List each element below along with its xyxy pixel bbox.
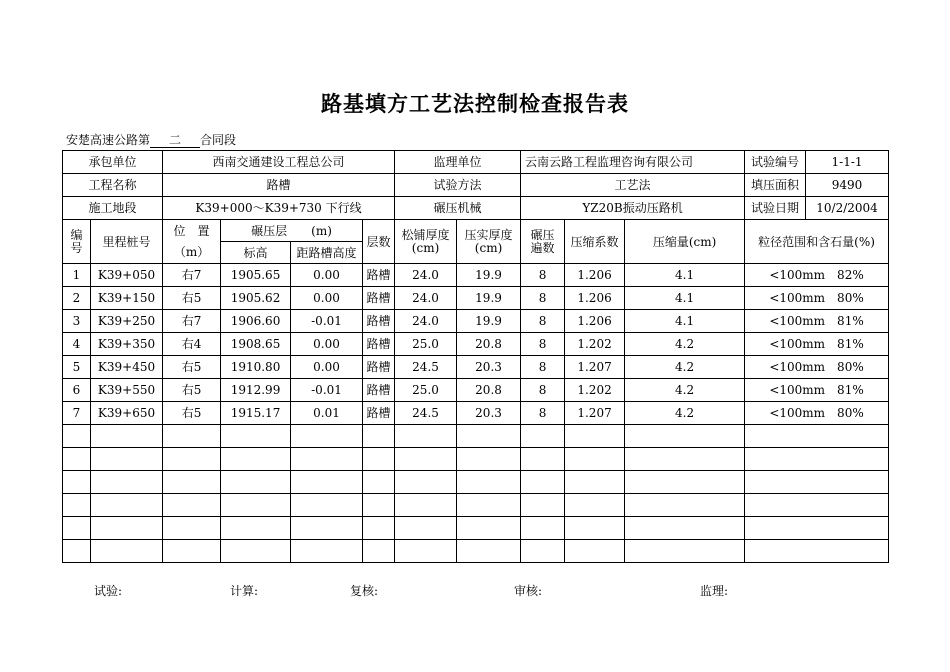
col-compacted-header [457, 220, 521, 264]
table-row [63, 379, 889, 402]
row-position: 右7 [163, 310, 221, 333]
empty-cell [521, 517, 565, 540]
row-elevation: 1906.60 [221, 310, 291, 333]
fill-area-value: 9490 [831, 178, 863, 192]
row-position: 右5 [163, 379, 221, 402]
empty-cell [163, 448, 221, 471]
signature-footer [0, 582, 950, 598]
empty-cell [91, 540, 163, 563]
test-date-label: 试验日期 [745, 197, 806, 219]
col-grain-header: 粒径范围和含石量(%) [745, 220, 889, 264]
contractor-label: 承包单位 [63, 151, 163, 174]
empty-cell [63, 471, 91, 494]
col-amount-header: 压缩量(cm) [625, 220, 745, 264]
row-station: K39+250 [91, 310, 163, 333]
row-passes: 8 [521, 287, 565, 310]
empty-cell [395, 517, 457, 540]
empty-cell [91, 517, 163, 540]
table-row [63, 264, 889, 287]
empty-cell [363, 494, 395, 517]
site-value: K39+000～K39+730 下行线 [163, 197, 395, 220]
col-loose-text: 松铺厚度 [401, 227, 450, 242]
row-position: 右5 [163, 356, 221, 379]
row-passes: 8 [521, 264, 565, 287]
project-name-label: 工程名称 [63, 174, 163, 197]
col-elevation-header: 标高 [221, 242, 291, 264]
row-amount: 4.2 [625, 356, 745, 379]
subtitle-prefix: 安楚高速公路第 [66, 133, 151, 147]
empty-cell [745, 517, 889, 540]
row-amount: 4.1 [625, 287, 745, 310]
row-station: K39+550 [91, 379, 163, 402]
row-elevation: 1905.62 [221, 287, 291, 310]
row-number: 4 [63, 333, 91, 356]
row-layer: 路槽 [363, 287, 395, 310]
row-loose-thickness: 24.0 [395, 264, 457, 287]
col-coef-header: 压缩系数 [565, 220, 625, 264]
test-number-label: 试验编号 [745, 151, 806, 173]
row-station: K39+650 [91, 402, 163, 425]
supervisor-label: 监理单位 [395, 151, 521, 174]
col-distance-header: 距路槽高度 [291, 242, 363, 264]
roller-label: 碾压机械 [395, 197, 521, 220]
table-row [63, 333, 889, 356]
row-compacted-thickness: 19.9 [457, 310, 521, 333]
empty-cell [521, 540, 565, 563]
row-distance: -0.01 [291, 310, 363, 333]
roller-value: YZ20B振动压路机 [521, 197, 745, 220]
row-loose-thickness: 24.5 [395, 402, 457, 425]
empty-cell [745, 425, 889, 448]
col-loose-unit: (cm) [411, 240, 440, 255]
empty-cell [363, 540, 395, 563]
col-passes-header [521, 220, 565, 264]
col-count-header: 层数 [363, 220, 395, 264]
row-layer: 路槽 [363, 356, 395, 379]
empty-cell [163, 425, 221, 448]
col-position-unit: （m） [163, 242, 221, 264]
empty-cell [625, 517, 745, 540]
empty-cell [91, 425, 163, 448]
footer-review: 复核: [350, 584, 379, 598]
row-amount: 4.1 [625, 310, 745, 333]
row-distance: -0.01 [291, 379, 363, 402]
column-header-row-1 [63, 220, 889, 242]
test-number-cell [745, 151, 889, 174]
col-compacted-unit: (cm) [474, 240, 503, 255]
row-station: K39+050 [91, 264, 163, 287]
test-method-value: 工艺法 [521, 174, 745, 197]
footer-supervise: 监理: [700, 584, 729, 598]
row-grain: <100mm 82% [745, 264, 889, 287]
empty-cell [625, 471, 745, 494]
row-layer: 路槽 [363, 402, 395, 425]
row-coefficient: 1.207 [565, 356, 625, 379]
empty-cell [565, 494, 625, 517]
info-row-contractor [63, 151, 889, 174]
row-coefficient: 1.206 [565, 287, 625, 310]
row-coefficient: 1.202 [565, 333, 625, 356]
empty-cell [221, 471, 291, 494]
col-loose-header [395, 220, 457, 264]
row-grain: <100mm 80% [745, 287, 889, 310]
row-number: 5 [63, 356, 91, 379]
row-station: K39+350 [91, 333, 163, 356]
row-distance: 0.00 [291, 287, 363, 310]
empty-cell [521, 448, 565, 471]
fill-area-label: 填压面积 [745, 174, 806, 196]
empty-cell [565, 540, 625, 563]
row-passes: 8 [521, 356, 565, 379]
row-compacted-thickness: 20.3 [457, 402, 521, 425]
empty-cell [91, 448, 163, 471]
empty-cell [221, 494, 291, 517]
empty-cell [63, 517, 91, 540]
empty-cell [91, 471, 163, 494]
row-distance: 0.01 [291, 402, 363, 425]
empty-row [63, 517, 889, 540]
empty-cell [91, 494, 163, 517]
row-elevation: 1912.99 [221, 379, 291, 402]
empty-cell [625, 448, 745, 471]
row-loose-thickness: 25.0 [395, 379, 457, 402]
table-row [63, 310, 889, 333]
empty-cell [291, 540, 363, 563]
row-passes: 8 [521, 379, 565, 402]
col-number-text: 编号 [70, 227, 83, 255]
empty-cell [745, 471, 889, 494]
empty-cell [291, 448, 363, 471]
subtitle-suffix: 合同段 [200, 133, 237, 147]
empty-cell [745, 448, 889, 471]
supervisor-value: 云南云路工程监理咨询有限公司 [521, 151, 745, 174]
row-distance: 0.00 [291, 264, 363, 287]
empty-cell [221, 540, 291, 563]
empty-cell [363, 425, 395, 448]
test-method-label: 试验方法 [395, 174, 521, 197]
empty-cell [291, 471, 363, 494]
row-grain: <100mm 81% [745, 333, 889, 356]
fill-area-cell [745, 174, 889, 197]
empty-cell [457, 448, 521, 471]
empty-cell [291, 425, 363, 448]
row-amount: 4.2 [625, 402, 745, 425]
row-grain: <100mm 80% [745, 356, 889, 379]
empty-cell [291, 517, 363, 540]
empty-row [63, 540, 889, 563]
empty-cell [625, 494, 745, 517]
row-distance: 0.00 [291, 333, 363, 356]
empty-row [63, 471, 889, 494]
table-row [63, 287, 889, 310]
project-name-value: 路槽 [163, 174, 395, 197]
empty-cell [457, 494, 521, 517]
report-table [62, 150, 889, 563]
contract-section-number: 二 [150, 133, 200, 148]
row-station: K39+450 [91, 356, 163, 379]
row-loose-thickness: 24.0 [395, 287, 457, 310]
empty-cell [745, 494, 889, 517]
row-layer: 路槽 [363, 379, 395, 402]
row-compacted-thickness: 19.9 [457, 287, 521, 310]
footer-test: 试验: [94, 584, 123, 598]
row-position: 右4 [163, 333, 221, 356]
row-coefficient: 1.207 [565, 402, 625, 425]
empty-cell [163, 540, 221, 563]
empty-cell [625, 425, 745, 448]
empty-cell [221, 517, 291, 540]
row-grain: <100mm 80% [745, 402, 889, 425]
row-distance: 0.00 [291, 356, 363, 379]
empty-cell [565, 471, 625, 494]
empty-rows [63, 425, 889, 563]
data-rows [63, 264, 889, 425]
row-elevation: 1908.65 [221, 333, 291, 356]
col-number-header [63, 220, 91, 264]
row-compacted-thickness: 19.9 [457, 264, 521, 287]
empty-cell [363, 517, 395, 540]
empty-cell [521, 425, 565, 448]
row-loose-thickness: 24.0 [395, 310, 457, 333]
empty-cell [395, 540, 457, 563]
empty-cell [565, 517, 625, 540]
empty-row [63, 425, 889, 448]
row-position: 右5 [163, 402, 221, 425]
row-number: 7 [63, 402, 91, 425]
info-row-project [63, 174, 889, 197]
row-position: 右5 [163, 287, 221, 310]
info-row-site [63, 197, 889, 220]
empty-cell [457, 517, 521, 540]
empty-cell [395, 494, 457, 517]
row-passes: 8 [521, 402, 565, 425]
row-number: 6 [63, 379, 91, 402]
empty-cell [221, 448, 291, 471]
table-row [63, 356, 889, 379]
row-amount: 4.2 [625, 379, 745, 402]
site-label: 施工地段 [63, 197, 163, 220]
row-layer: 路槽 [363, 333, 395, 356]
empty-row [63, 494, 889, 517]
empty-cell [163, 517, 221, 540]
row-number: 3 [63, 310, 91, 333]
contractor-value: 西南交通建设工程总公司 [163, 151, 395, 174]
row-number: 2 [63, 287, 91, 310]
empty-cell [565, 425, 625, 448]
table-row [63, 402, 889, 425]
empty-cell [457, 425, 521, 448]
row-passes: 8 [521, 333, 565, 356]
col-station-header: 里程桩号 [91, 220, 163, 264]
test-number-value: 1-1-1 [831, 155, 863, 169]
empty-cell [63, 425, 91, 448]
contract-section-line [66, 131, 236, 148]
row-layer: 路槽 [363, 264, 395, 287]
row-layer: 路槽 [363, 310, 395, 333]
col-passes-text-a: 碾压 [530, 227, 555, 242]
col-passes-text-b: 遍数 [530, 240, 555, 255]
row-position: 右7 [163, 264, 221, 287]
row-amount: 4.1 [625, 264, 745, 287]
footer-calc: 计算: [230, 584, 259, 598]
empty-cell [457, 471, 521, 494]
empty-row [63, 448, 889, 471]
empty-cell [457, 540, 521, 563]
empty-cell [565, 448, 625, 471]
row-loose-thickness: 25.0 [395, 333, 457, 356]
row-elevation: 1910.80 [221, 356, 291, 379]
empty-cell [291, 494, 363, 517]
row-coefficient: 1.206 [565, 264, 625, 287]
empty-cell [63, 540, 91, 563]
empty-cell [363, 471, 395, 494]
empty-cell [163, 471, 221, 494]
row-grain: <100mm 81% [745, 379, 889, 402]
empty-cell [363, 448, 395, 471]
empty-cell [395, 471, 457, 494]
col-position-header: 位 置 [163, 220, 221, 242]
row-compacted-thickness: 20.3 [457, 356, 521, 379]
empty-cell [163, 494, 221, 517]
row-number: 1 [63, 264, 91, 287]
report-title: 路基填方工艺法控制检查报告表 [321, 92, 629, 116]
row-grain: <100mm 81% [745, 310, 889, 333]
row-compacted-thickness: 20.8 [457, 379, 521, 402]
empty-cell [63, 448, 91, 471]
empty-cell [521, 471, 565, 494]
row-passes: 8 [521, 310, 565, 333]
row-coefficient: 1.202 [565, 379, 625, 402]
empty-cell [63, 494, 91, 517]
test-date-cell [745, 197, 889, 220]
col-layer-header: 碾压层 (m) [221, 220, 363, 242]
row-loose-thickness: 24.5 [395, 356, 457, 379]
row-coefficient: 1.206 [565, 310, 625, 333]
empty-cell [625, 540, 745, 563]
empty-cell [221, 425, 291, 448]
row-elevation: 1915.17 [221, 402, 291, 425]
row-station: K39+150 [91, 287, 163, 310]
footer-audit: 审核: [514, 584, 543, 598]
empty-cell [395, 448, 457, 471]
empty-cell [521, 494, 565, 517]
row-amount: 4.2 [625, 333, 745, 356]
empty-cell [395, 425, 457, 448]
empty-cell [745, 540, 889, 563]
row-elevation: 1905.65 [221, 264, 291, 287]
test-date-value: 10/2/2004 [816, 201, 878, 215]
row-compacted-thickness: 20.8 [457, 333, 521, 356]
col-compacted-text: 压实厚度 [464, 227, 513, 242]
